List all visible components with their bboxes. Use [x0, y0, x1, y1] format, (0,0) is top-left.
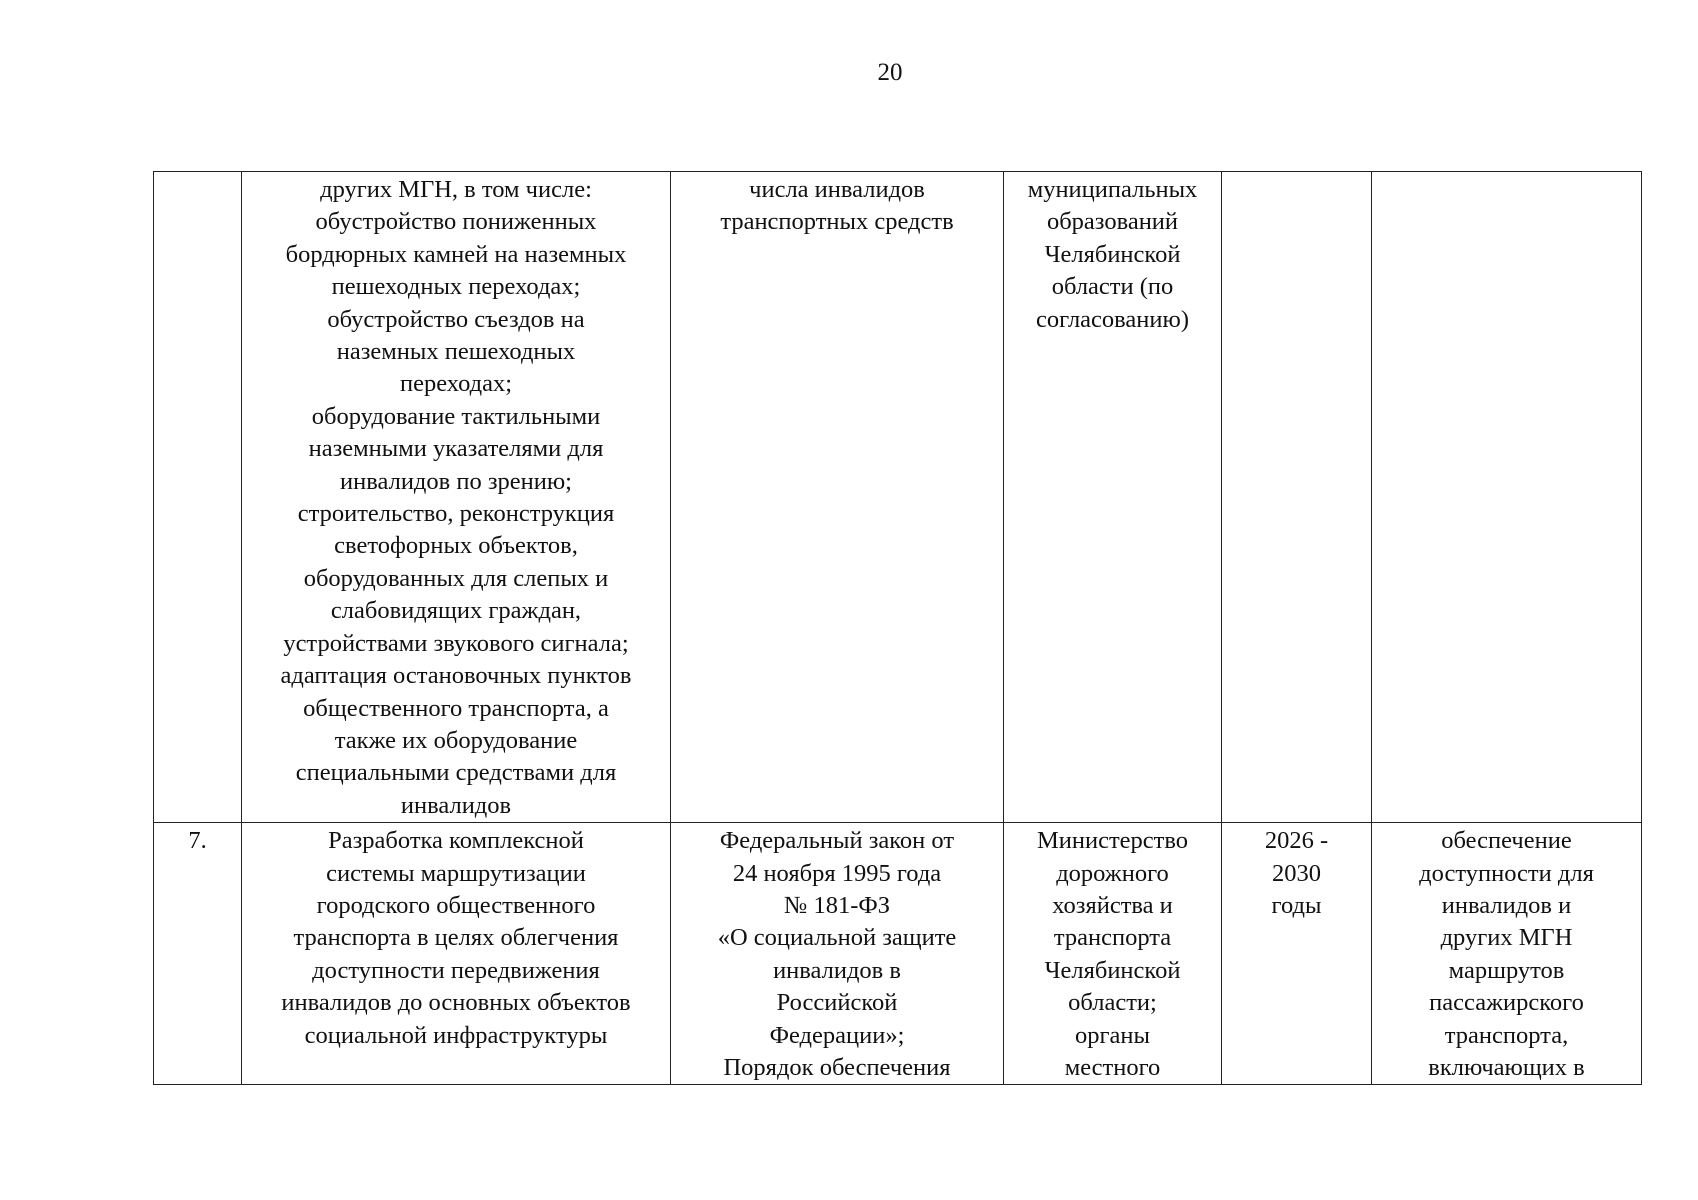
- table-row: [154, 823, 1642, 1085]
- responsible-cell: Министерство дорожного хозяйства и транспорта Челябинской области; органы местного: [1004, 823, 1222, 1085]
- measures-table: [153, 171, 1642, 1085]
- measure-cell: других МГН, в том числе: обустройство пониженных бордюрных камней на наземных пешеходных переходах; обустройство съездов на наземных пешеходных переходах; оборудование тактильными наземными указателями для инвалидов по зрению; строительство, реконструкция светофорных объектов, оборудованных для слепых и слабовидящих граждан, устройствами звукового сигнала; адаптация остановочных пунктов общественного транспорта, а также их оборудование специальными средствами для инвалидов: [242, 172, 671, 823]
- row-number-cell: [154, 172, 242, 823]
- legal-basis-cell: Федеральный закон от 24 ноября 1995 года № 181-ФЗ «О социальной защите инвалидов в Российской Федерации»; Порядок обеспечения: [671, 823, 1004, 1085]
- result-cell: обеспечение доступности для инвалидов и других МГН маршрутов пассажирского транспорта, включающих в: [1372, 823, 1642, 1085]
- period-cell: 2026 - 2030 годы: [1222, 823, 1372, 1085]
- row-number-cell: 7.: [154, 823, 242, 1085]
- period-cell: [1222, 172, 1372, 823]
- legal-basis-cell: числа инвалидов транспортных средств: [671, 172, 1004, 823]
- page-number: 20: [877, 59, 903, 86]
- responsible-cell: муниципальных образований Челябинской области (по согласованию): [1004, 172, 1222, 823]
- result-cell: [1372, 172, 1642, 823]
- table-row: [154, 172, 1642, 823]
- measure-cell: Разработка комплексной системы маршрутизации городского общественного транспорта в целях облегчения доступности передвижения инвалидов до основных объектов социальной инфраструктуры: [242, 823, 671, 1085]
